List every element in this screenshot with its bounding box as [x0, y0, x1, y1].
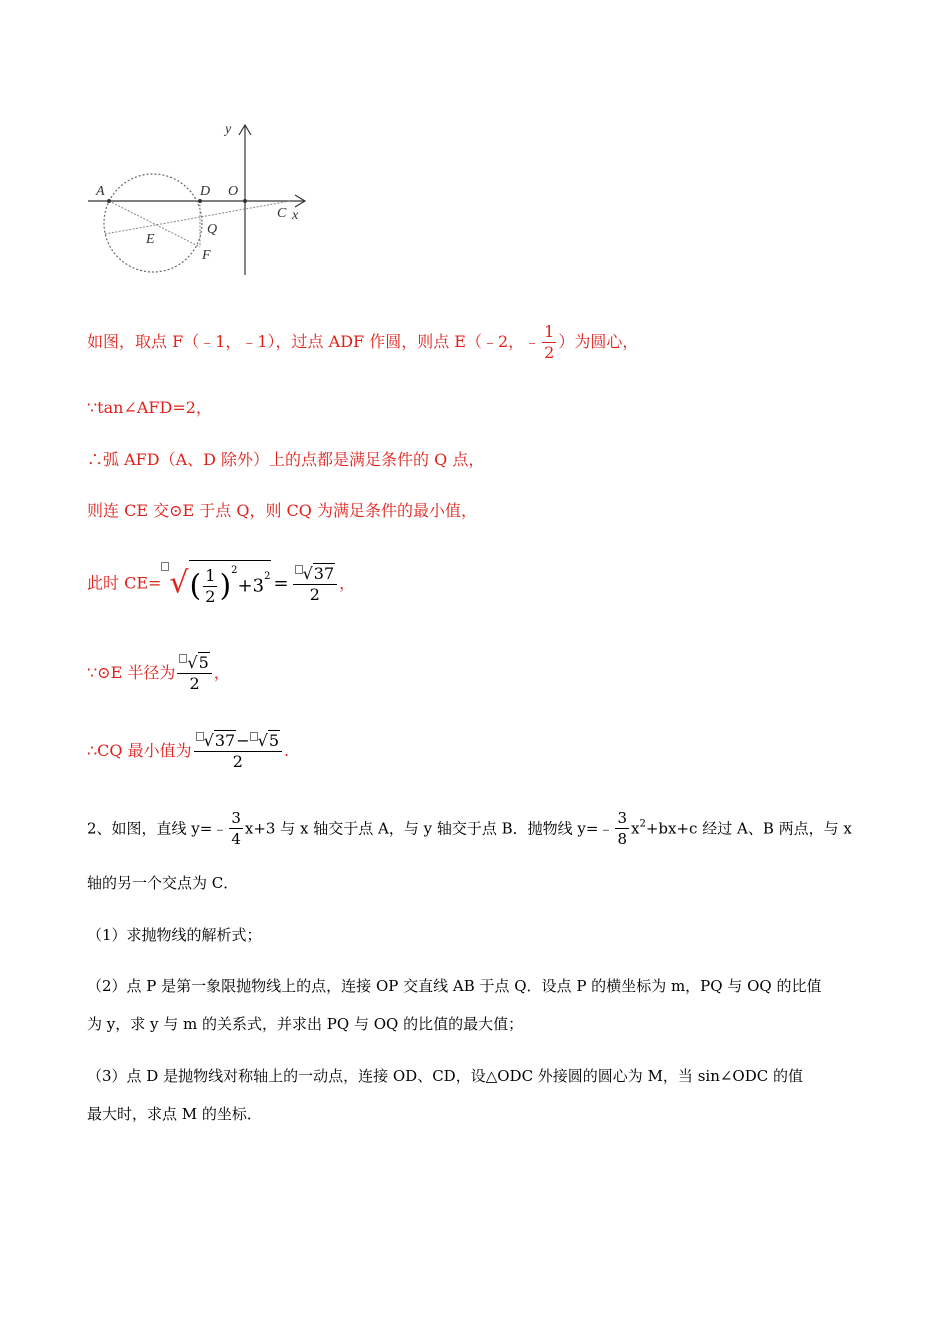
- solution-line-6: [87, 652, 230, 694]
- minus: −: [236, 731, 250, 750]
- label-c: C: [277, 206, 287, 221]
- denominator: 2: [293, 584, 338, 605]
- text: x: [631, 819, 640, 838]
- text: 如图，取点 F（﹣1，﹣1），过点 ADF 作圆，则点 E（﹣2，﹣: [87, 332, 541, 351]
- label-x: x: [292, 208, 299, 223]
- text: x+3 与 x 轴交于点 A，与 y 轴交于点 B．抛物线 y=﹣: [244, 819, 614, 838]
- solution-line-1: [87, 322, 638, 363]
- question-3-line-2: 最大时，求点 M 的坐标．: [87, 1105, 262, 1123]
- label-f: F: [202, 248, 211, 263]
- question-2-line-2: 为 y，求 y 与 m 的关系式，并求出 PQ 与 OQ 的比值的最大值；: [87, 1015, 524, 1033]
- question-3-line-1: （3）点 D 是抛物线对称轴上的一动点，连接 OD、CD，设△ODC 外接圆的圆心为 M，当 sin∠ODC 的值: [87, 1067, 803, 1085]
- denominator: 2: [544, 343, 555, 362]
- equals: =: [273, 572, 289, 594]
- text: ∵⊙E 半径为: [87, 663, 176, 682]
- denominator: 2: [177, 673, 211, 694]
- text: ）为圆心，: [558, 332, 639, 351]
- label-q: Q: [207, 222, 218, 237]
- solution-line-7: [87, 730, 289, 772]
- text: +bx+c 经过 A、B 两点，与 x: [645, 819, 852, 838]
- result-fraction: [293, 563, 338, 605]
- min-fraction: [194, 730, 282, 772]
- point-a: [107, 199, 111, 203]
- placeholder-box: [295, 565, 303, 574]
- sqrt-icon: √: [169, 565, 189, 601]
- fraction: [542, 322, 556, 363]
- point-o: [243, 199, 247, 203]
- numerator: 3: [231, 809, 241, 827]
- text: ∴CQ 最小值为: [87, 741, 192, 760]
- exponent: 2: [231, 565, 238, 576]
- denominator: 4: [231, 830, 241, 848]
- denominator: 2: [194, 751, 282, 772]
- denominator: 2: [205, 587, 216, 606]
- question-2-line-1: （2）点 P 是第一象限抛物线上的点，连接 OP 交直线 AB 于点 Q．设点 P 的横坐标为 m，PQ 与 OQ 的比值: [87, 977, 822, 995]
- sqrt-icon: √: [257, 731, 268, 750]
- radicand: 37: [313, 563, 335, 583]
- sqrt-icon: √: [302, 563, 313, 583]
- numerator: 1: [205, 566, 216, 585]
- point-d: [198, 199, 202, 203]
- solution-line-3: ∴弧 AFD（A、D 除外）上的点都是满足条件的 Q 点，: [87, 450, 485, 469]
- label-e: E: [146, 232, 155, 247]
- inner-fraction: [203, 566, 217, 607]
- numerator: [293, 563, 338, 584]
- text: ，: [213, 663, 230, 682]
- radius-fraction: [177, 652, 211, 694]
- solution-line-5: [87, 560, 355, 607]
- fraction: [229, 808, 243, 849]
- denominator: 8: [617, 830, 628, 848]
- solution-line-2: ∵tan∠AFD=2，: [87, 398, 212, 417]
- label-o: O: [228, 184, 239, 199]
- text: ，: [339, 573, 356, 593]
- paren-left: (: [189, 568, 202, 604]
- label-d: D: [200, 184, 211, 199]
- geometry-figure: [80, 115, 320, 285]
- problem-line-2: 轴的另一个交点为 C．: [87, 874, 239, 892]
- radicand: 5: [198, 653, 209, 672]
- label-y: y: [225, 122, 232, 137]
- numerator: [177, 652, 211, 673]
- fraction: [615, 808, 629, 849]
- radicand: 37: [214, 731, 236, 750]
- problem-line-1: [87, 808, 852, 849]
- sqrt-icon: √: [203, 731, 214, 750]
- numerator: 3: [617, 809, 628, 827]
- sqrt-body: [189, 560, 272, 607]
- text: 此时 CE=: [87, 573, 162, 593]
- solution-line-4: 则连 CE 交⊙E 于点 Q，则 CQ 为满足条件的最小值，: [87, 501, 478, 520]
- placeholder-box: [196, 732, 204, 741]
- radicand: 5: [268, 731, 279, 750]
- numerator: 1: [544, 322, 555, 341]
- sqrt-icon: √: [187, 653, 198, 672]
- label-a: A: [96, 184, 105, 199]
- exponent: 2: [639, 818, 646, 830]
- text: +3: [237, 575, 265, 597]
- exponent: 2: [264, 571, 271, 582]
- placeholder-box: [250, 732, 258, 741]
- question-1: （1）求抛物线的解析式；: [87, 926, 262, 944]
- numerator: [194, 730, 282, 751]
- segment-ce: [105, 201, 290, 234]
- text: 2、如图，直线 y=﹣: [87, 819, 228, 838]
- paren-right: ): [219, 568, 232, 604]
- text: .: [284, 741, 290, 760]
